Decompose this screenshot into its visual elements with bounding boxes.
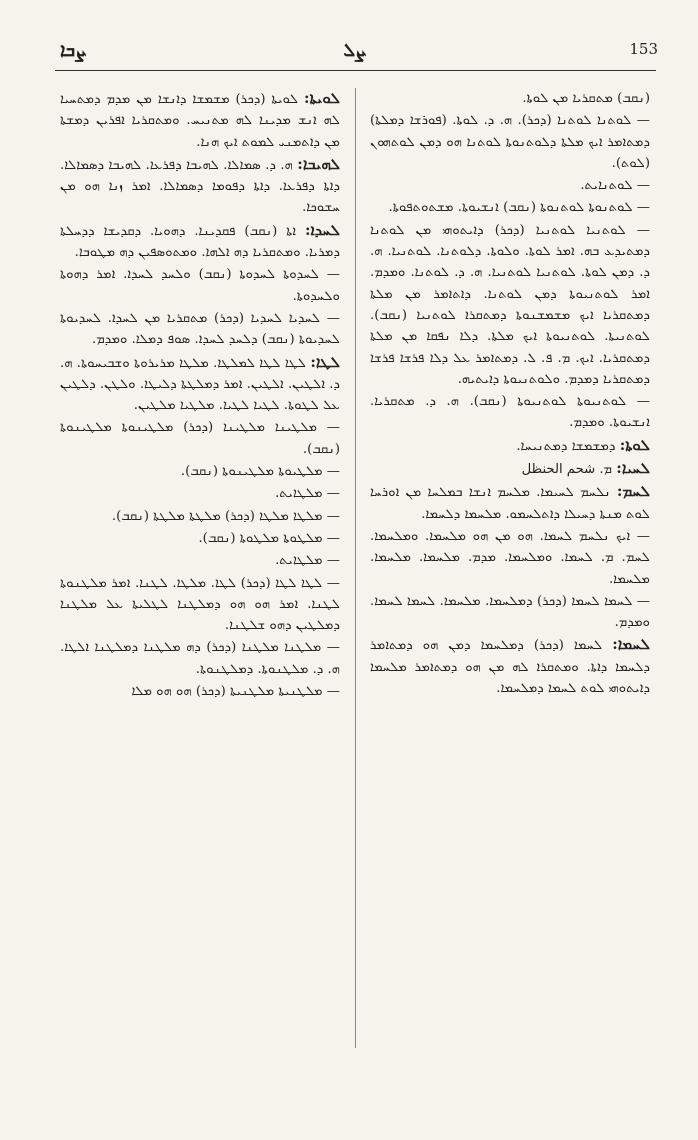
dictionary-entry xyxy=(370,458,650,480)
page-number: 153 xyxy=(629,40,658,58)
dictionary-entry xyxy=(60,88,340,153)
dictionary-subentry xyxy=(60,573,340,637)
dictionary-entry xyxy=(370,435,650,457)
dictionary-subentry xyxy=(60,637,340,680)
entry-text: ܕܡܫܡܫܐ ܕܡܬܢܝܚܐ. xyxy=(516,438,616,454)
dictionary-subentry xyxy=(60,681,340,702)
dictionary-subentry xyxy=(370,110,650,174)
entry-text: — ܠܘܬܢܐܝܬ. xyxy=(580,178,650,194)
entry-text: ܠܚܡܐ (ܕܟܪ) ܕܡܠܚܡܐ ܕܡܢ ܗܘ ܕܡܬܐܡܪ ܕܠܚܡܐ ܕܐܬܐ. ܘܡܬܩܪܐ ܠܗ ܡܢ ܗܘ ܕܡܬܐܡܪ ܡܠܚܡܐ ܕܐܝܬܘܗܝ ܠܘܬ ܠܚܡܐ ܕܡܠܚܡܐ. xyxy=(370,638,650,697)
entry-text: — ܡܠܛܐ ܡܠܛܐ (ܕܟܪ) ܡܠܛܬܐ ܡܠܛܬܐ (ܢܩܒ). xyxy=(111,508,340,524)
dictionary-entry xyxy=(370,634,650,699)
entry-text: — ܠܚܕܘܬܐ ܠܚܕܘܬܐ (ܢܩܒ) ܘܠܚܕ ܠܚܕܐ. ܐܡܪ ܕܗܘܬܐ ܘܠܚܕܘܬܐ. xyxy=(60,267,340,304)
running-header xyxy=(50,40,658,66)
entry-text: — ܡܠܛܐܝܬ. xyxy=(275,486,340,502)
entry-headword: ܠܚܡܐ: xyxy=(612,635,650,654)
entry-text: ܠܘܝܬܐ (ܕܟܪ) ܡܫܡܫܐ ܕܐܢܫܐ ܡܢ ܡܕܡ ܕܡܬܚܝܐ ܠܗ ܐܢܫ ܡܕܝܢܐ ܠܗ ܡܬܢܝܚ. ܘܡܬܩܪܝܐ ܐܦܪܝܢ ܕܡܫܬܐ ܡܢ ܕܐܬܡܢܝ ܠܡܘܬ ܐܝܟ ܗܢܐ. xyxy=(60,92,340,150)
left-column xyxy=(60,88,340,1048)
dictionary-entry xyxy=(60,220,340,264)
dictionary-subentry xyxy=(60,308,340,351)
entry-text: — ܡܠܛܝܘܬܐ ܡܠܛܝܢܘܬܐ (ܢܩܒ). xyxy=(180,464,340,480)
entry-text: — ܡܠܛܢܐ ܡܠܛܢܐ (ܕܟܪ) ܕܗ ܡܠܛܢܐ ܕܡܠܛܢܐ ܐܠܛܐ. ܗ. ܕ. ܡܠܛܢܘܬܐ. ܕܡܠܛܢܘܬܐ. xyxy=(60,640,340,677)
entry-headword: ܠܚܝܐ: xyxy=(616,459,650,478)
dictionary-subentry xyxy=(370,391,650,434)
entry-text: — ܡܠܛܘܬܐ ܡܠܛܘܬܐ (ܢܩܒ). xyxy=(198,530,340,546)
right-column xyxy=(370,88,650,1048)
dictionary-entry xyxy=(60,154,340,219)
entry-text: — ܡܠܛܐܝܬ. xyxy=(275,553,340,569)
entry-text: — ܐܝܟ ܢܠܚܡ ܠܚܡܐ. ܗܘ ܡܢ ܗܘ ܡܠܚܡܐ. ܘܡܠܚܡܐ. ܠܚܡ. ܡ. ܠܚܡܐ. ܘܡܠܚܡܐ. ܡܕܡ. ܡܠܚܡܐ. ܡܠܚܡܐ. ܡܠܚܡܐ. xyxy=(370,528,650,587)
entry-text: — ܠܘܬܢܝܐ ܠܘܬܢܝܐ (ܕܟܪ) ܕܐܝܬܘܗܝ ܡܢ ܠܘܬܢܐ ܕܡܬܝܕܥ ܒܗ. ܐܡܪ ܠܘܬܐ. ܘܠܘܬܐ. ܕܠܘܬܢܐ. ܠܘܬܢܝܐ. ܗ. ܕ. ܕܡܢ ܠܘܬܐ. ܠܘܬܢܝܐ ܠܘܬܢܝܐ. ܗ. ܕ. ܠܘܬܢܐ. ܘܡܕܡ. ܐܡܪ ܠܘܬܢܝܘܬܐ ܕܡܢ ܠܘܬܢܐ. ܕܐܬܐܡܪ ܡܢ ܡܠܬܐ ܕܡܬܩܪܝܐ ܐܝܟ ܡܫܡܫܢܘܬܐ ܕܡܬܩܪܐ ܠܘܬܢܝܐ (ܢܩܒ). ܠܘܬܢܝܬܐ. ܠܘܬܢܝܘܬܐ ܐܝܟ ܡܠܬܐ. ܕܠܐ ܢܦܩܐ ܡܢ ܡܠܬܐ ܕܡܬܩܪܝܐ. ܐܝܟ. ܡ. ܦ. ܠ. ܕܡܬܐܡܪ ܥܠ ܕܠܐ ܦܪܫܐ ܦܪܫܐ ܕܡܬܩܪܝܐ ܕܡܕܡ. ܘܠܘܬܢܝܘܬܐ ܕܐܝܬܝܗ. xyxy=(370,222,650,387)
dictionary-subentry xyxy=(60,264,340,307)
dictionary-subentry xyxy=(370,591,650,634)
entry-text: ܠܛܐ ܠܛܐ ܠܡܠܛܐ. ܡܠܛܐ ܡܪܝܪܘܬܐ ܘܫܒܝܚܘܬܐ. ܗ. ܕ. ܐܠܛܝܢ. ܐܠܛܝܢ. ܐܡܪ ܕܡܠܛܬܐ ܕܠܝܛܐ. ܘܠܛܢ. ܕܠܛܝܢ ܥܠ ܠܛܘܬܐ. ܠܛܝܐ ܠܛܝܐ. ܡܠܛܝܐ ܡܠܛܝܢ. xyxy=(60,355,340,414)
entry-text: ܢܠܚܡ ܠܚܝܡܐ. ܡܠܚܡ ܐܢܫܐ ܒܡܠܚܐ ܡܢ ܐܘܪܚܐ ܠܘܬ ܡܢܬܐ ܕܚܝܠܐ ܕܐܬܠܚܡܘ. ܡܠܚܡܐ ܕܠܚܡܐ. xyxy=(370,485,650,522)
entry-headword: ܠܚܕܐ: xyxy=(304,220,340,239)
dictionary-subentry xyxy=(60,528,340,549)
dictionary-subentry xyxy=(370,526,650,590)
header-rule xyxy=(55,70,656,71)
dictionary-subentry xyxy=(60,483,340,504)
entry-headword: ܠܚܡ: xyxy=(616,482,650,501)
dictionary-subentry xyxy=(60,461,340,482)
entry-headword: ܠܗܝܒܐ: xyxy=(297,154,340,173)
dictionary-subentry xyxy=(60,506,340,527)
entry-text: — ܠܛܐ ܠܛܐ (ܕܟܪ) ܠܛܐ. ܡܠܛܐ. ܠܛܢܐ. ܐܡܪ ܡܠܛܢܘܬܐ ܠܛܢܐ. ܐܡܪ ܗܘ ܗܘ ܕܡܠܛܢܐ ܠܛܠܝܬܐ ܥܠ ܡܠܛܢܐ ܕܡܠܛܝܢ ܕܗܘ ܫܠܛܢܐ. xyxy=(60,575,340,634)
entry-text: — ܠܚܕܝܐ ܠܚܕܝܐ (ܕܟܪ) ܡܬܩܪܝܐ ܡܢ ܠܚܕܐ. ܠܚܕܝܘܬܐ ܠܚܕܝܘܬܐ (ܢܩܒ) ܕܠܚܕ ܠܚܕܐ. ܣܘܦ ܕܡܠܐ. ܘܡܕܡ. xyxy=(60,310,340,348)
entry-headword: ܠܘܝܬܐ: xyxy=(304,89,340,107)
column-divider xyxy=(355,88,356,1048)
entry-headword: ܠܘܬܐ: xyxy=(619,435,650,454)
dictionary-subentry xyxy=(370,175,650,196)
entry-text: (ܢܩܒ) ܡܬܩܪܝܐ ܡܢ ܠܘܬܐ. xyxy=(522,91,650,106)
entry-headword: ܠܛܐ: xyxy=(310,352,340,371)
header-center-word: ܨܠ xyxy=(343,40,365,61)
entry-text: — ܠܘܬܢܐ ܠܘܬܢܐ (ܕܟܪ). ܗ. ܕ. ܠܘܬܐ. (ܦܘܪܫܐ ܕܡܠܬܐ) ܕܡܬܐܡܪ ܐܝܟ ܡܠܬܐ ܕܠܘܬܢܘܬܐ ܠܘܬܢܐ ܗܘ ܕܡܢ ܠܘܬܗܘܢ (ܠܘܬ). xyxy=(370,113,650,171)
dictionary-entry xyxy=(370,481,650,525)
entry-text: — ܠܚܡܐ ܠܚܡܐ (ܕܟܪ) ܕܡܠܚܡܐ. ܡܠܚܡܐ. ܠܚܡܐ ܠܚܡܐ. ܘܡܕܡ. xyxy=(370,593,650,631)
entry-text: — ܡܠܛܢܝܬܐ ܡܠܛܢܝܬܐ (ܕܟܪ) ܗܘ ܗܘ ܡܠܐ xyxy=(131,684,340,700)
dictionary-subentry xyxy=(60,550,340,571)
entry-text: — ܡܠܛܝܢܐ ܡܠܛܝܢܐ (ܕܟܪ) ܡܠܛܝܢܘܬܐ ܡܠܛܝܢܘܬܐ (ܢܩܒ). xyxy=(60,420,340,457)
entry-text: ܡ. شحم الحنظل xyxy=(521,462,613,478)
dictionary-entry xyxy=(60,352,340,417)
entry-text: ܗ. ܕ. ܣܡܐܠܐ. ܠܗܝܒܐ ܕܦܪܥܐ. ܠܗܝܒܐ ܕܣܡܐܠܐ. ܕܐܬܐ ܕܦܪܥܐ. ܕܐܬܐ ܕܦܘܡܐ ܕܣܡܐܠܐ. ܐܡܪ ܙܢܐ ܗܘ ܡܢ ܚܫܘܟܐ. xyxy=(60,157,340,216)
entry-text: — ܠܘܬܢܝܘܬܐ ܠܘܬܢܝܘܬܐ (ܢܩܒ). ܗ. ܕ. ܡܬܩܪܝܐ. ܐܢܫܝܘܬܐ. ܘܡܕܡ. xyxy=(370,394,650,431)
entry-text: — ܠܘܬܢܘܬܐ ܠܘܬܢܘܬܐ (ܢܩܒ) ܐܢܫܝܘܬܐ. ܡܫܬܘܬܦܘܬܐ. xyxy=(388,200,650,216)
entry-text: ܐܬܐ (ܢܩܒ) ܦܩܕܝܢܐ. ܕܗܘܝܐ. ܕܩܕܝܫܐ ܕܕܚܠܬܐ ܕܡܪܝܐ. ܘܡܬܩܪܝܐ ܕܗ ܐܠܗܐ. ܘܡܬܘܣܦܝܢ ܕܗ ܡܛܘܒܐ. xyxy=(60,223,340,261)
dictionary-subentry xyxy=(370,88,650,109)
dictionary-subentry xyxy=(60,417,340,460)
dictionary-subentry xyxy=(370,220,650,390)
dictionary-subentry xyxy=(370,197,650,218)
header-left-word: ܨܒܐ xyxy=(60,40,87,61)
